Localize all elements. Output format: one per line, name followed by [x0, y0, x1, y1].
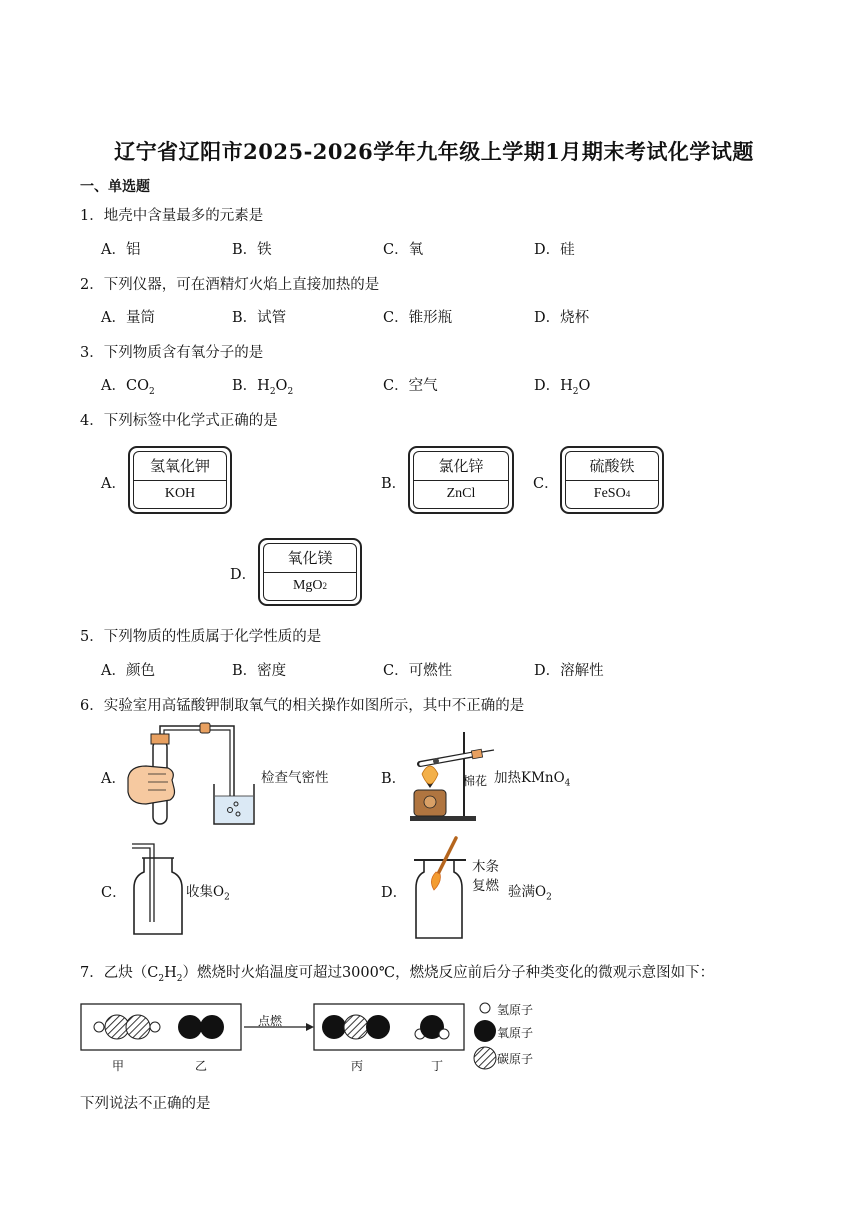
label-d-name: 氧化镁: [264, 544, 356, 573]
q4-label-a[interactable]: [128, 446, 232, 514]
q2-option-a[interactable]: A．量筒: [101, 310, 155, 326]
q6-option-a-letter[interactable]: A．: [101, 771, 126, 787]
page-title: 辽宁省辽阳市2025-2026学年九年级上学期1月期末考试化学试题: [114, 139, 754, 164]
q6-option-b-letter[interactable]: B．: [381, 771, 407, 787]
q4-option-b-letter[interactable]: B．: [381, 476, 407, 492]
label-c-formula: FeSO 4: [593, 486, 631, 502]
label-b-name: 氯化锌: [414, 452, 508, 481]
q6-note-d-2: 复燃: [472, 878, 499, 894]
label-a-name: 氢氧化钾: [134, 452, 226, 481]
question-7-stem: 7．乙炔$(C_2H_2)$燃烧时火焰温度可超过3000℃，燃烧反应前后分子种类变化的微观示意图如下：: [80, 965, 715, 984]
q6-caption-d: 验满$O_2$: [508, 884, 552, 903]
question-1-stem: 1．地壳中含量最多的元素是: [80, 208, 264, 224]
label-b-formula: ZnCl: [446, 486, 476, 502]
q6-note-d-1: 木条: [472, 859, 499, 875]
q3-option-c[interactable]: C．空气: [383, 378, 438, 394]
question-6-stem: 6．实验室用高锰酸钾制取氧气的相关操作如图所示，其中不正确的是: [80, 698, 525, 714]
q6-option-c-letter[interactable]: C．: [101, 885, 127, 901]
question-7-follow: 下列说法不正确的是: [80, 1096, 211, 1112]
q3-option-a[interactable]: A．$CO_2$: [101, 378, 155, 397]
q1-option-d[interactable]: D．硅: [534, 242, 575, 258]
question-3-stem: 3．下列物质含有氧分子的是: [80, 345, 264, 361]
q6-caption-b: 加热KMnO$_4$: [494, 770, 571, 789]
molecule-label-jia: 甲: [112, 1059, 125, 1073]
q4-label-b[interactable]: [408, 446, 514, 514]
q6-caption-a: 检查气密性: [261, 770, 329, 786]
q1-option-a[interactable]: A．铝: [101, 242, 141, 258]
molecule-reaction-diagram: [80, 998, 560, 1074]
q2-option-d[interactable]: D．烧杯: [534, 310, 590, 326]
label-c-name: 硫酸铁: [566, 452, 658, 481]
q3-option-b[interactable]: B．$H_2O_2$: [232, 378, 294, 397]
legend-hydrogen: 氢原子: [497, 1003, 534, 1017]
collection-bottle-diagram: [128, 842, 188, 938]
q4-option-d-letter[interactable]: D．: [230, 567, 257, 583]
molecule-label-yi: 乙: [195, 1059, 208, 1073]
legend-carbon: 碳原子: [497, 1052, 534, 1066]
molecule-label-bing: 丙: [351, 1059, 364, 1073]
q6-caption-c: 收集$O_2$: [186, 884, 230, 903]
q5-option-a[interactable]: A．颜色: [101, 663, 155, 679]
q4-label-d[interactable]: [258, 538, 362, 606]
legend-oxygen: 氧原子: [497, 1026, 534, 1040]
verify-full-diagram: [410, 836, 474, 942]
q4-label-c[interactable]: [560, 446, 664, 514]
molecule-label-ding: 丁: [431, 1059, 444, 1073]
q2-option-b[interactable]: B．试管: [232, 310, 287, 326]
question-4-stem: 4．下列标签中化学式正确的是: [80, 413, 278, 429]
q2-option-c[interactable]: C．锥形瓶: [383, 310, 453, 326]
q4-option-a-letter[interactable]: A．: [101, 476, 126, 492]
q1-option-c[interactable]: C．氧: [383, 242, 424, 258]
q5-option-c[interactable]: C．可燃性: [383, 663, 453, 679]
q1-option-b[interactable]: B．铁: [232, 242, 272, 258]
q6-option-d-letter[interactable]: D．: [381, 885, 408, 901]
q5-option-d[interactable]: D．溶解性: [534, 663, 604, 679]
reaction-condition: 点燃: [258, 1014, 283, 1028]
question-2-stem: 2．下列仪器，可在酒精灯火焰上直接加热的是: [80, 277, 380, 293]
q3-option-d[interactable]: D．$H_2O$: [534, 378, 591, 397]
airtightness-check-diagram: [126, 722, 262, 830]
section-heading: 一、单选题: [80, 179, 150, 195]
question-5-stem: 5．下列物质的性质属于化学性质的是: [80, 629, 322, 645]
label-a-formula: KOH: [164, 486, 196, 502]
q5-option-b[interactable]: B．密度: [232, 663, 287, 679]
q6-note-b: 棉花: [463, 774, 488, 788]
label-d-formula: MgO 2: [292, 578, 328, 594]
q4-option-c-letter[interactable]: C．: [533, 476, 559, 492]
